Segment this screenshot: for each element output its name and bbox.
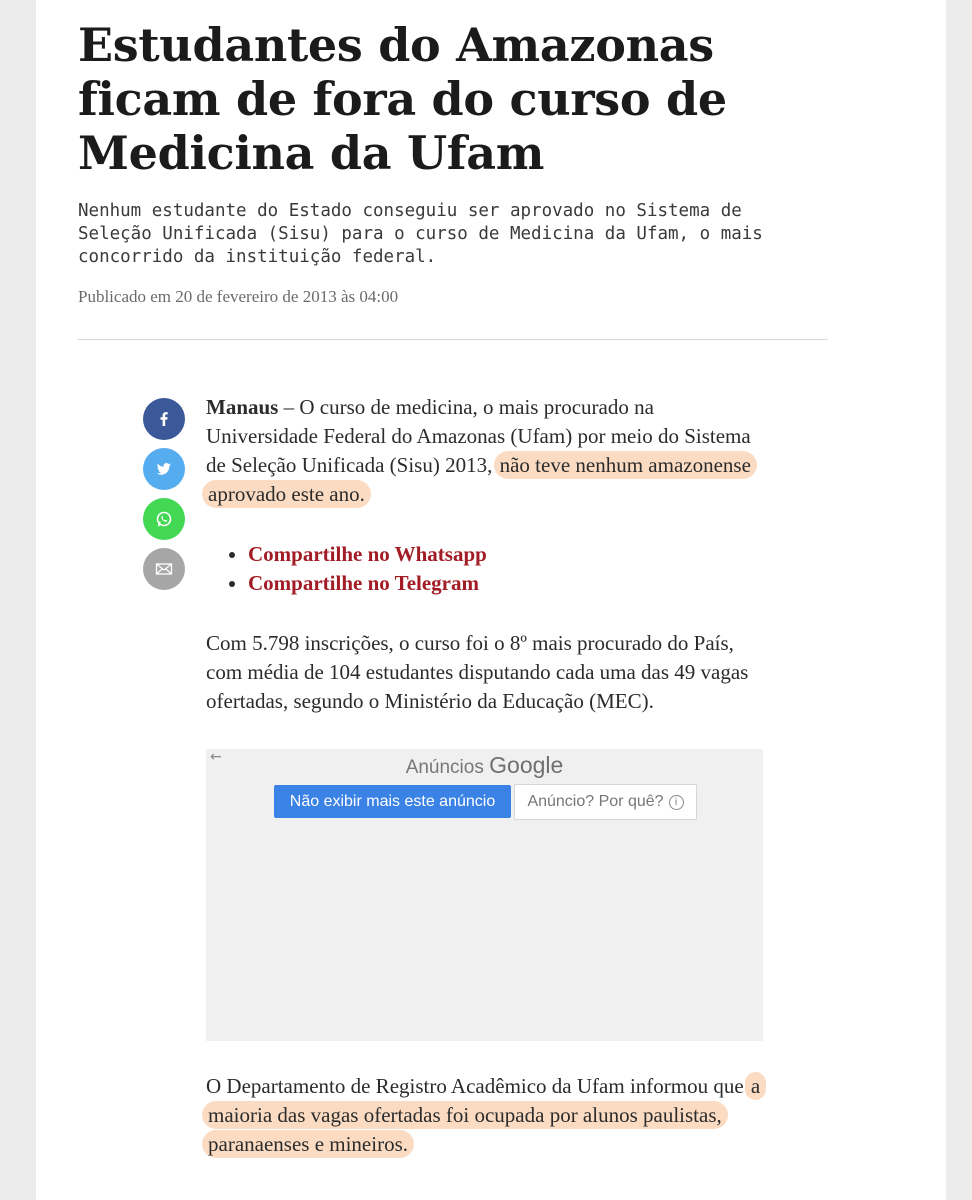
share-telegram-link[interactable]: Compartilhe no Telegram [248,571,479,595]
highlighted-text: não teve nenhum amazonense aprovado este ano. [202,451,757,508]
paragraph-text: – O curso de medicina, o mais procurado na Universidade Federal do Amazonas (Ufam) por meio do Sistema de Seleção Unificada (Sisu) 2013, [206,395,751,477]
email-share-button[interactable] [143,548,185,590]
info-icon: i [669,795,684,810]
facebook-share-button[interactable] [143,398,185,440]
share-whatsapp-link[interactable]: Compartilhe no Whatsapp [248,542,487,566]
whatsapp-icon [154,509,174,529]
list-item [248,540,487,569]
why-ad-button[interactable] [514,784,697,820]
back-arrow-icon[interactable]: ← [210,749,222,765]
twitter-icon [154,459,174,479]
page-title: Estudantes do Amazonas ficam de fora do curso de Medicina da Ufam [78,18,727,180]
why-ad-label: Anúncio? Por quê? [527,793,664,810]
whatsapp-share-button[interactable] [143,498,185,540]
hide-ad-button[interactable]: Não exibir mais este anúncio [274,785,511,818]
publish-date: Publicado em 20 de fevereiro de 2013 às 04:00 [78,287,399,306]
list-item [248,569,487,598]
facebook-icon [154,409,174,429]
divider [78,339,828,340]
article-paragraph-2: Com 5.798 inscrições, o curso foi o 8º mais procurado do País, com média de 104 estudantes disputando cada uma das 49 vagas ofertadas, segundo o Ministério da Educação (MEC). [206,631,749,713]
article-subtitle: Nenhum estudante do Estado conseguiu ser aprovado no Sistema de Seleção Unificada (Sisu) para o curso de Medicina da Ufam, o mais concorrido da instituição federal. [78,201,763,267]
twitter-share-button[interactable] [143,448,185,490]
email-icon [154,559,174,579]
dateline: Manaus [206,395,279,419]
paragraph-text: O Departamento de Registro Acadêmico da Ufam informou que [206,1074,744,1098]
ad-label: Anúncios [405,757,484,778]
article-page [36,0,946,1200]
article-paragraph-3 [206,1072,766,1159]
share-links-list [206,540,487,598]
ad-container [206,749,763,1041]
ad-header [206,752,763,779]
article-paragraph-1 [206,393,766,509]
highlighted-text: a maioria das vagas ofertadas foi ocupada por alunos paulistas, paranaenses e mineiros. [202,1072,766,1158]
google-logo: Google [489,752,564,778]
